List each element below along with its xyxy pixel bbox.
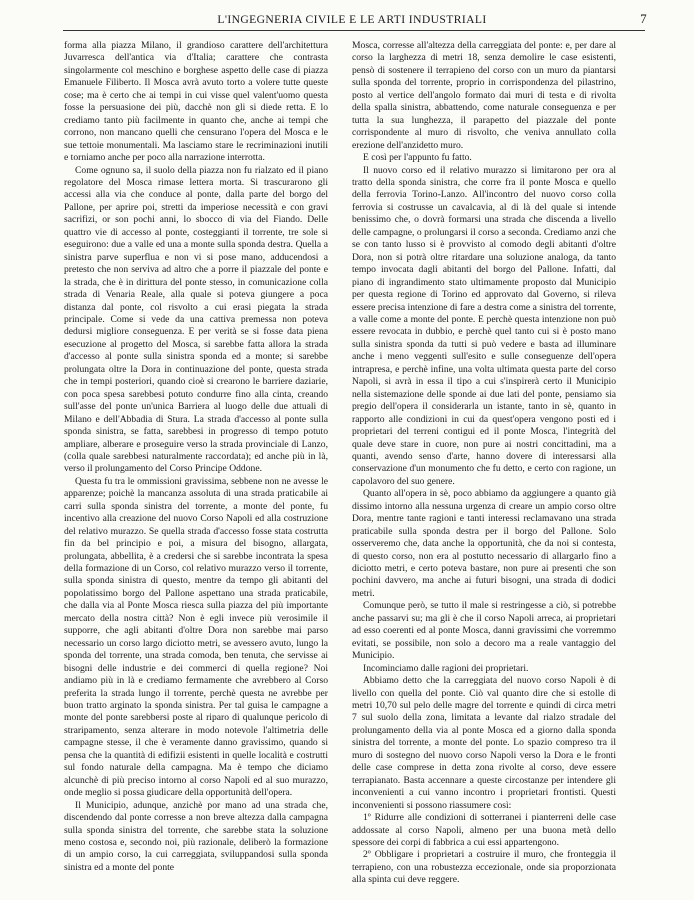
paragraph: Comunque però, se tutto il male si restringesse a ciò, si potrebbe anche passarvi su; ma gli è che il corso Napoli arreca, ai proprietari ad esso coerenti ed al ponte Mosca, danni gravissimi che vorremmo evitati, se possibile, non solo a decoro ma a reale vantaggio del Municipio. <box>352 600 616 662</box>
journal-title: L'INGEGNERIA CIVILE E LE ARTI INDUSTRIALI <box>217 12 487 26</box>
paragraph: Quanto all'opera in sè, poco abbiamo da aggiungere a quanto già dissimo intorno alla nessuna urgenza di creare un ampio corso oltre Dora, mentre tante ragioni e tanti interessi reclamavano una strada praticabile sulla sponda destra per il borgo del Pallone. Solo osserveremo che, data anche la opportunità, che da noi si contesta, di questo corso, non era al postutto necessario di allargarlo fino a diciotto metri, e certo poteva bastare, non pure ai presenti che son pochini davvero, ma anche ai futuri bisogni, una strada di dodici metri. <box>352 488 616 599</box>
left-column <box>64 40 328 895</box>
paragraph: Abbiamo detto che la carreggiata del nuovo corso Napoli è di livello con quella del ponte. Ciò val quanto dire che si estolle di metri 10,70 sul pelo delle magre del torrente e quindi di circa metri 7 sul suolo della zona, limitata a levante dal rialzo stradale del prolungamento della via al ponte Mosca ed a giorno dalla sponda sinistra del torrente, a monte del ponte. Lo spazio compreso tra il muro di sostegno del nuovo corso Napoli verso la Dora e le fronti delle case comprese in detta zona rivolte al corso, deve essere terrapianato. Basta accennare a queste circostanze per intendere gli inconvenienti a cui vanno incontro i proprietari frontisti. Questi inconvenienti si possono riassumere così: <box>352 675 616 811</box>
paragraph: E così per l'appunto fu fatto. <box>363 152 472 164</box>
paragraph: Mosca, corresse all'altezza della carreggiata del ponte: e, per dare al corso la larghezza di metri 18, senza demolire le case esistenti, pensò di sostenere il terrapieno del corso con un muro da piantarsi sulla sponda del torrente, proprio in corrispondenza del pilastrino, posto al vertice dell'angolo formato dai muri di testa e di rivolta della spalla sinistra, abbattendo, come naturale conseguenza e per tutta la sua lunghezza, il parapetto del piazzale del ponte corrispondente al muro di risvolto, che veniva annullato colla erezione dell'anzidetto muro. <box>352 40 616 151</box>
paragraph: Come ognuno sa, il suolo della piazza non fu rialzato ed il piano regolatore del Mosca rimase lettera morta. Si trascurarono gli accessi alla via che conduce al ponte, dalla parte del borgo del Pallone, per aprire poi, stretti da imperiose necessità e con gravi sacrifizi, or son pochi anni, lo sbocco di via del Fiando. Delle quattro vie di accesso al ponte, costeggianti il torrente, tre sole si eseguirono: due a valle ed una a monte sulla sponda destra. Quella a sinistra parve superflua e non vi si pose mano, adducendosi a pretesto che non serviva ad altro che a porre il piazzale del ponte e la strada, che è in dirittura del ponte stesso, in comunicazione colla strada di Venaria Reale, alla quale si poteva giungere a poca distanza dal ponte, col risvolto a cui erasi piegata la strada principale. Come si vede da una cattiva premessa non poteva dedursi migliore conseguenza. E per verità se si fosse data piena esecuzione al progetto del Mosca, si sarebbe fatta allora la strada d'accesso al ponte sulla sinistra sponda ed a monte; si sarebbe prolungata oltre la Dora in continuazione del ponte, questa strada che in tempi posteriori, quando cioè si crearono le barriere daziarie, con poca spesa sarebbesi potuto condurre fino alla cinta, creando sull'asse del ponte un'unica Barriera al luogo delle due attuali di Milano e dell'Abbadia di Stura. La strada d'accesso al ponte sulla sponda sinistra, se fatta, sarebbesi in progresso di tempo potuto ampliare, alberare e proseguire verso la strada provinciale di Lanzo, (colla quale sarebbesi naturalmente raccordata); ed anche più in là, verso il prolungamento del Corso Principe Oddone. <box>64 164 328 475</box>
paragraph: Il Municipio, adunque, anzichè por mano ad una strada che, discendendo dal ponte corresse a non breve altezza dalla campagna sulla sponda sinistra del torrente, che sarebbe stata la soluzione meno costosa e, secondo noi, più razionale, deliberò la formazione di un ampio corso, la cui carreggiata, sviluppandosi sulla sponda sinistra ed a monte del ponte <box>64 799 328 873</box>
paragraph: Il nuovo corso ed il relativo murazzo si limitarono per ora al tratto della sponda sinistra, che corre fra il ponte Mosca e quello della ferrovia Torino-Lanzo. All'incontro del nuovo corso colla ferrovia si costrusse un cavalcavia, al di là del quale si intende benissimo che, o dovrà formarsi una strada che discenda a livello delle campagne, o prolungarsi il corso a seconda. Crediamo anzi che se con tanto lusso si è provvisto al comodo degli abitanti d'oltre Dora, non si potrà oltre ritardare una soluzione analoga, da tanto tempo invocata dagli abitanti del borgo del Pallone. Infatti, dal piano di ingrandimento stato ultimamente proposto dal Municipio per questa regione di Torino ed approvato dal Governo, si rileva essere precisa intenzione di fare a destra come a sinistra del torrente, a valle come a monte del ponte. E perchè questa intenzione non può essere revocata in dubbio, e perchè quel tanto cui si è posto mano sulla sinistra sponda da tutti si può vedere e basta ad illuminare anche i meno veggenti sull'esito e sulle conseguenze dell'opera intrapresa, e perchè infine, una volta ultimata questa parte del corso Napoli, si avrà in essa il tipo a cui s'inspirerà certo il Municipio nella sistemazione delle sponde ai due lati del ponte, pensiamo sia pregio dell'opera il considerarla un istante, tanto in sè, quanto in rapporto alle condizioni in cui da quest'opera vengono posti ed i proprietari del terreni contigui ed il ponte Mosca, l'integrità del quale deve stare in cuore, non pure ai nostri concittadini, ma a quanti, avendo senso d'arte, hanno dovere di interessarsi alla conservazione d'un monumento che fu detto, e certo con ragione, un capolavoro del suo genere. <box>352 164 616 487</box>
right-column <box>352 40 616 895</box>
paragraph: forma alla piazza Milano, il grandioso carattere dell'architettura Juvarresca dell'antica via d'Italia; carattere che contrasta singolarmente col meschino e borghese aspetto delle case di piazza Emanuele Filiberto. Il Mosca avrà avuto torto a volere tutte queste cose; ma è certo che ai tempi in cui visse quel valent'uomo questa fosse la persuasione dei più, dacchè non gli si diede retta. E lo crediamo tanto più facilmente in quanto che, anche ai tempi che corrono, non mancano quelli che censurano l'opera del Mosca e le sue tettoie monumentali. Ma lasciamo stare le recriminazioni inutili e torniamo anche per poco alla narrazione interrotta. <box>64 40 328 164</box>
page-number: 7 <box>640 11 647 26</box>
list-item: 2º Obbligare i proprietari a costruire il muro, che fronteggia il terrapieno, con una robustezza eccezionale, onde sia proporzionata alla spinta cui deve reggere. <box>352 849 616 886</box>
running-header <box>63 8 647 30</box>
header-rule <box>63 30 645 31</box>
paragraph: Questa fu tra le ommissioni gravissima, sebbene non ne avesse le apparenze; poichè la mancanza assoluta di una strada praticabile ai carri sulla sponda sinistra del torrente, a monte del ponte, fu incentivo alla creazione del nuovo Corso Napoli ed alla costruzione del relativo murazzo. Se quella strada d'accesso fosse stata costrutta fin da bel principio e poi, a misura del bisogno, allargata, prolungata, abbellita, è a credersi che si sarebbe incontrata la spesa della formazione di un Corso, col relativo murazzo verso il torrente, sulla sponda sinistra di questo, mentre da tempo gli abitanti del popolatissimo borgo del Pallone aspettano una strada praticabile, che dalla via al Ponte Mosca riesca sulla piazza del più importante mercato della nostra città? Non è egli invece più verosimile il supporre, che agli abitanti d'oltre Dora non sarebbe mai parso necessario un corso largo diciotto metri, se avessero avuto, lungo la sponda del torrente, una strada comoda, ben tenuta, che servisse ai bisogni delle industrie e dei commerci di quella regione? Noi andiamo più in là e crediamo fermamente che avrebbero al Corso preferita la strada lungo il torrente, perchè questa ne avrebbe per buon tratto arginato la sponda sinistra. Per tal guisa le campagne a monte del ponte sarebbersi poste al riparo di qualunque pericolo di straripamento, senza alterare in modo notevole l'altimetria delle campagne stesse, il che è veramente danno gravissimo, quando si pensa che la quantità di edifizii esistenti in quelle località e costrutti sul fondo naturale della campagna. Ma è tempo che diciamo alcunchè di più preciso intorno al corso Napoli ed al suo murazzo, onde meglio si possa giudicare della opportunità dell'opera. <box>64 475 328 799</box>
paragraph: Incominciamo dalle ragioni dei proprietari. <box>363 662 529 674</box>
list-item: 1º Ridurre alle condizioni di sotterranei i pianterreni delle case addossate al corso Napoli, almeno per una buona metà dello spessore dei corpi di fabbrica a cui essi appartengono. <box>352 812 616 848</box>
